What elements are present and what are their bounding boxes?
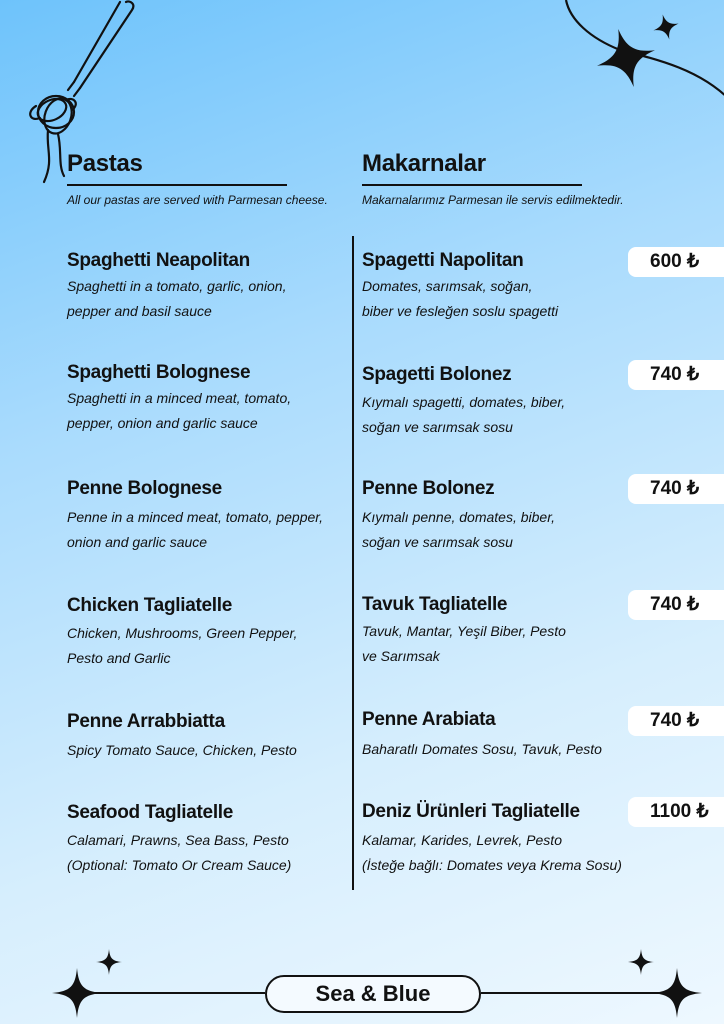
desc-line: Domates, sarımsak, soğan, xyxy=(362,278,533,294)
menu-item-name-en: Chicken Tagliatelle xyxy=(67,595,233,616)
menu-item-desc-tr xyxy=(362,828,622,878)
menu-item-desc-tr xyxy=(362,390,565,440)
desc-line: pepper and basil sauce xyxy=(67,303,212,319)
menu-item-name-en: Penne Bolognese xyxy=(67,478,222,499)
desc-line: Spicy Tomato Sauce, Chicken, Pesto xyxy=(67,742,297,758)
desc-line: Pesto and Garlic xyxy=(67,650,171,666)
menu-item-desc-en xyxy=(67,738,297,763)
right-section-subtitle: Makarnalarımız Parmesan ile servis edilmektedir. xyxy=(362,193,624,207)
menu-item-desc-tr xyxy=(362,505,555,555)
menu-item-desc-tr xyxy=(362,274,558,324)
menu-item-desc-en xyxy=(67,274,286,324)
desc-line: (İsteğe bağlı: Domates veya Krema Sosu) xyxy=(362,857,622,873)
desc-line: Chicken, Mushrooms, Green Pepper, xyxy=(67,625,298,641)
column-divider xyxy=(352,236,354,890)
price-badge: 740 ₺ xyxy=(628,590,724,620)
sparkle-icon xyxy=(52,965,102,1021)
price-badge: 740 ₺ xyxy=(628,706,724,736)
menu-item-name-en: Spaghetti Neapolitan xyxy=(67,250,250,271)
desc-line: soğan ve sarımsak sosu xyxy=(362,419,513,435)
price-badge: 1100 ₺ xyxy=(628,797,724,827)
desc-line: ve Sarımsak xyxy=(362,648,440,664)
menu-item-name-tr: Deniz Ürünleri Tagliatelle xyxy=(362,801,580,822)
menu-item-name-tr: Spagetti Bolonez xyxy=(362,364,512,385)
sparkle-icon xyxy=(653,14,679,40)
right-title-rule xyxy=(362,184,582,186)
desc-line: Kıymalı penne, domates, biber, xyxy=(362,509,555,525)
desc-line: Kıymalı spagetti, domates, biber, xyxy=(362,394,566,410)
sparkle-icon xyxy=(596,28,656,88)
menu-item-name-en: Penne Arrabbiatta xyxy=(67,711,225,732)
menu-item-name-en: Spaghetti Bolognese xyxy=(67,362,251,383)
menu-item-desc-tr xyxy=(362,737,602,762)
left-section-title: Pastas xyxy=(67,150,143,177)
menu-item-name-tr: Spagetti Napolitan xyxy=(362,250,524,271)
desc-line: Tavuk, Mantar, Yeşil Biber, Pesto xyxy=(362,623,566,639)
desc-line: Baharatlı Domates Sosu, Tavuk, Pesto xyxy=(362,741,602,757)
desc-line: Kalamar, Karides, Levrek, Pesto xyxy=(362,832,562,848)
desc-line: Spaghetti in a tomato, garlic, onion, xyxy=(67,278,287,294)
menu-item-desc-tr xyxy=(362,619,566,669)
right-section-title: Makarnalar xyxy=(362,150,486,177)
desc-line: soğan ve sarımsak sosu xyxy=(362,534,513,550)
menu-item-name-tr: Penne Arabiata xyxy=(362,709,496,730)
sparkle-icon xyxy=(96,948,122,976)
left-title-rule xyxy=(67,184,287,186)
brand-name: Sea & Blue xyxy=(265,975,481,1013)
desc-line: pepper, onion and garlic sauce xyxy=(67,415,258,431)
desc-line: onion and garlic sauce xyxy=(67,534,208,550)
desc-line: (Optional: Tomato Or Cream Sauce) xyxy=(67,857,292,873)
sparkle-icon xyxy=(652,965,702,1021)
desc-line: Penne in a minced meat, tomato, pepper, xyxy=(67,509,324,525)
menu-item-name-tr: Penne Bolonez xyxy=(362,478,495,499)
menu-item-name-tr: Tavuk Tagliatelle xyxy=(362,594,508,615)
desc-line: biber ve fesleğen soslu spagetti xyxy=(362,303,559,319)
price-badge: 740 ₺ xyxy=(628,474,724,504)
price-badge: 600 ₺ xyxy=(628,247,724,277)
price-badge: 740 ₺ xyxy=(628,360,724,390)
left-section-subtitle: All our pastas are served with Parmesan cheese. xyxy=(67,193,328,207)
menu-item-desc-en xyxy=(67,386,291,436)
desc-line: Calamari, Prawns, Sea Bass, Pesto xyxy=(67,832,289,848)
menu-item-desc-en xyxy=(67,828,291,878)
menu-item-desc-en xyxy=(67,621,297,671)
desc-line: Spaghetti in a minced meat, tomato, xyxy=(67,390,292,406)
menu-item-name-en: Seafood Tagliatelle xyxy=(67,802,234,823)
sparkle-icon xyxy=(628,948,654,976)
menu-item-desc-en xyxy=(67,505,323,555)
footer-line-right xyxy=(481,992,681,994)
